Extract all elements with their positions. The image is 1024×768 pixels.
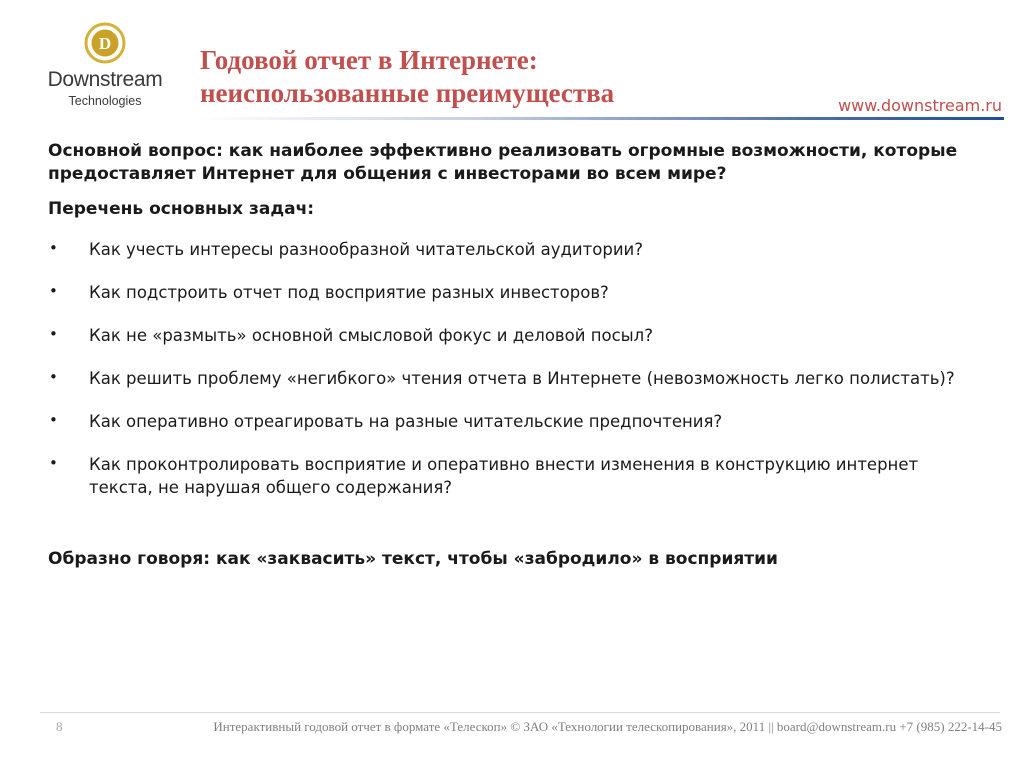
- task-text: Как проконтролировать восприятие и оперативно внести изменения в конструкцию интернет текста, не нарушая общего содержания?: [89, 455, 919, 497]
- company-logo: [40, 22, 170, 112]
- task-item: [48, 410, 978, 433]
- page-number: 8: [56, 719, 63, 734]
- bullet-icon: •: [49, 239, 58, 257]
- slide-body: [48, 140, 978, 571]
- main-question: Основной вопрос: как наиболее эффективно реализовать огромные возможности, которые предоставляет Интернет для общения с инвесторами во всем мире?: [48, 141, 958, 184]
- task-text: Как не «размыть» основной смысловой фокус и деловой посыл?: [89, 326, 653, 345]
- bullet-icon: •: [49, 325, 58, 343]
- footer-divider: [40, 712, 1000, 713]
- task-item: [48, 324, 978, 347]
- bullet-icon: •: [49, 368, 58, 386]
- footer-copyright: Интерактивный годовой отчет в формате «Телескоп» © ЗАО «Технологии телескопирования», 2011 || board@downstream.ru +7 (985) 222-14-45: [213, 719, 1002, 734]
- task-text: Как учесть интересы разнообразной читательской аудитории?: [89, 240, 644, 259]
- task-text: Как подстроить отчет под восприятие разных инвесторов?: [89, 283, 609, 302]
- bullet-icon: •: [49, 454, 58, 472]
- slide-title: [200, 44, 800, 110]
- slide-title-line-1: Годовой отчет в Интернете:: [200, 45, 538, 75]
- task-item: [48, 367, 978, 390]
- logo-name: Downstream: [47, 68, 163, 91]
- logo-subtitle: Technologies: [68, 94, 142, 108]
- downstream-logo-icon: [84, 22, 126, 64]
- site-url-link[interactable]: www.downstream.ru: [838, 96, 1002, 115]
- slide-title-line-2: неиспользованные преимущества: [200, 78, 615, 108]
- logo-mark-letter: D: [98, 34, 112, 53]
- bullet-icon: •: [49, 282, 58, 300]
- task-item: [48, 238, 978, 261]
- header-divider: [200, 117, 1004, 120]
- task-text: Как решить проблему «негибкого» чтения отчета в Интернете (невозможность легко полистать)?: [89, 369, 955, 388]
- task-item: [48, 281, 978, 304]
- conclusion: Образно говоря: как «заквасить» текст, чтобы «забродило» в восприятии: [48, 549, 778, 569]
- task-text: Как оперативно отреагировать на разные читательские предпочтения?: [89, 412, 723, 431]
- bullet-icon: •: [49, 411, 58, 429]
- tasks-heading: Перечень основных задач:: [48, 199, 315, 219]
- tasks-list: [48, 238, 978, 499]
- task-item: [48, 453, 978, 499]
